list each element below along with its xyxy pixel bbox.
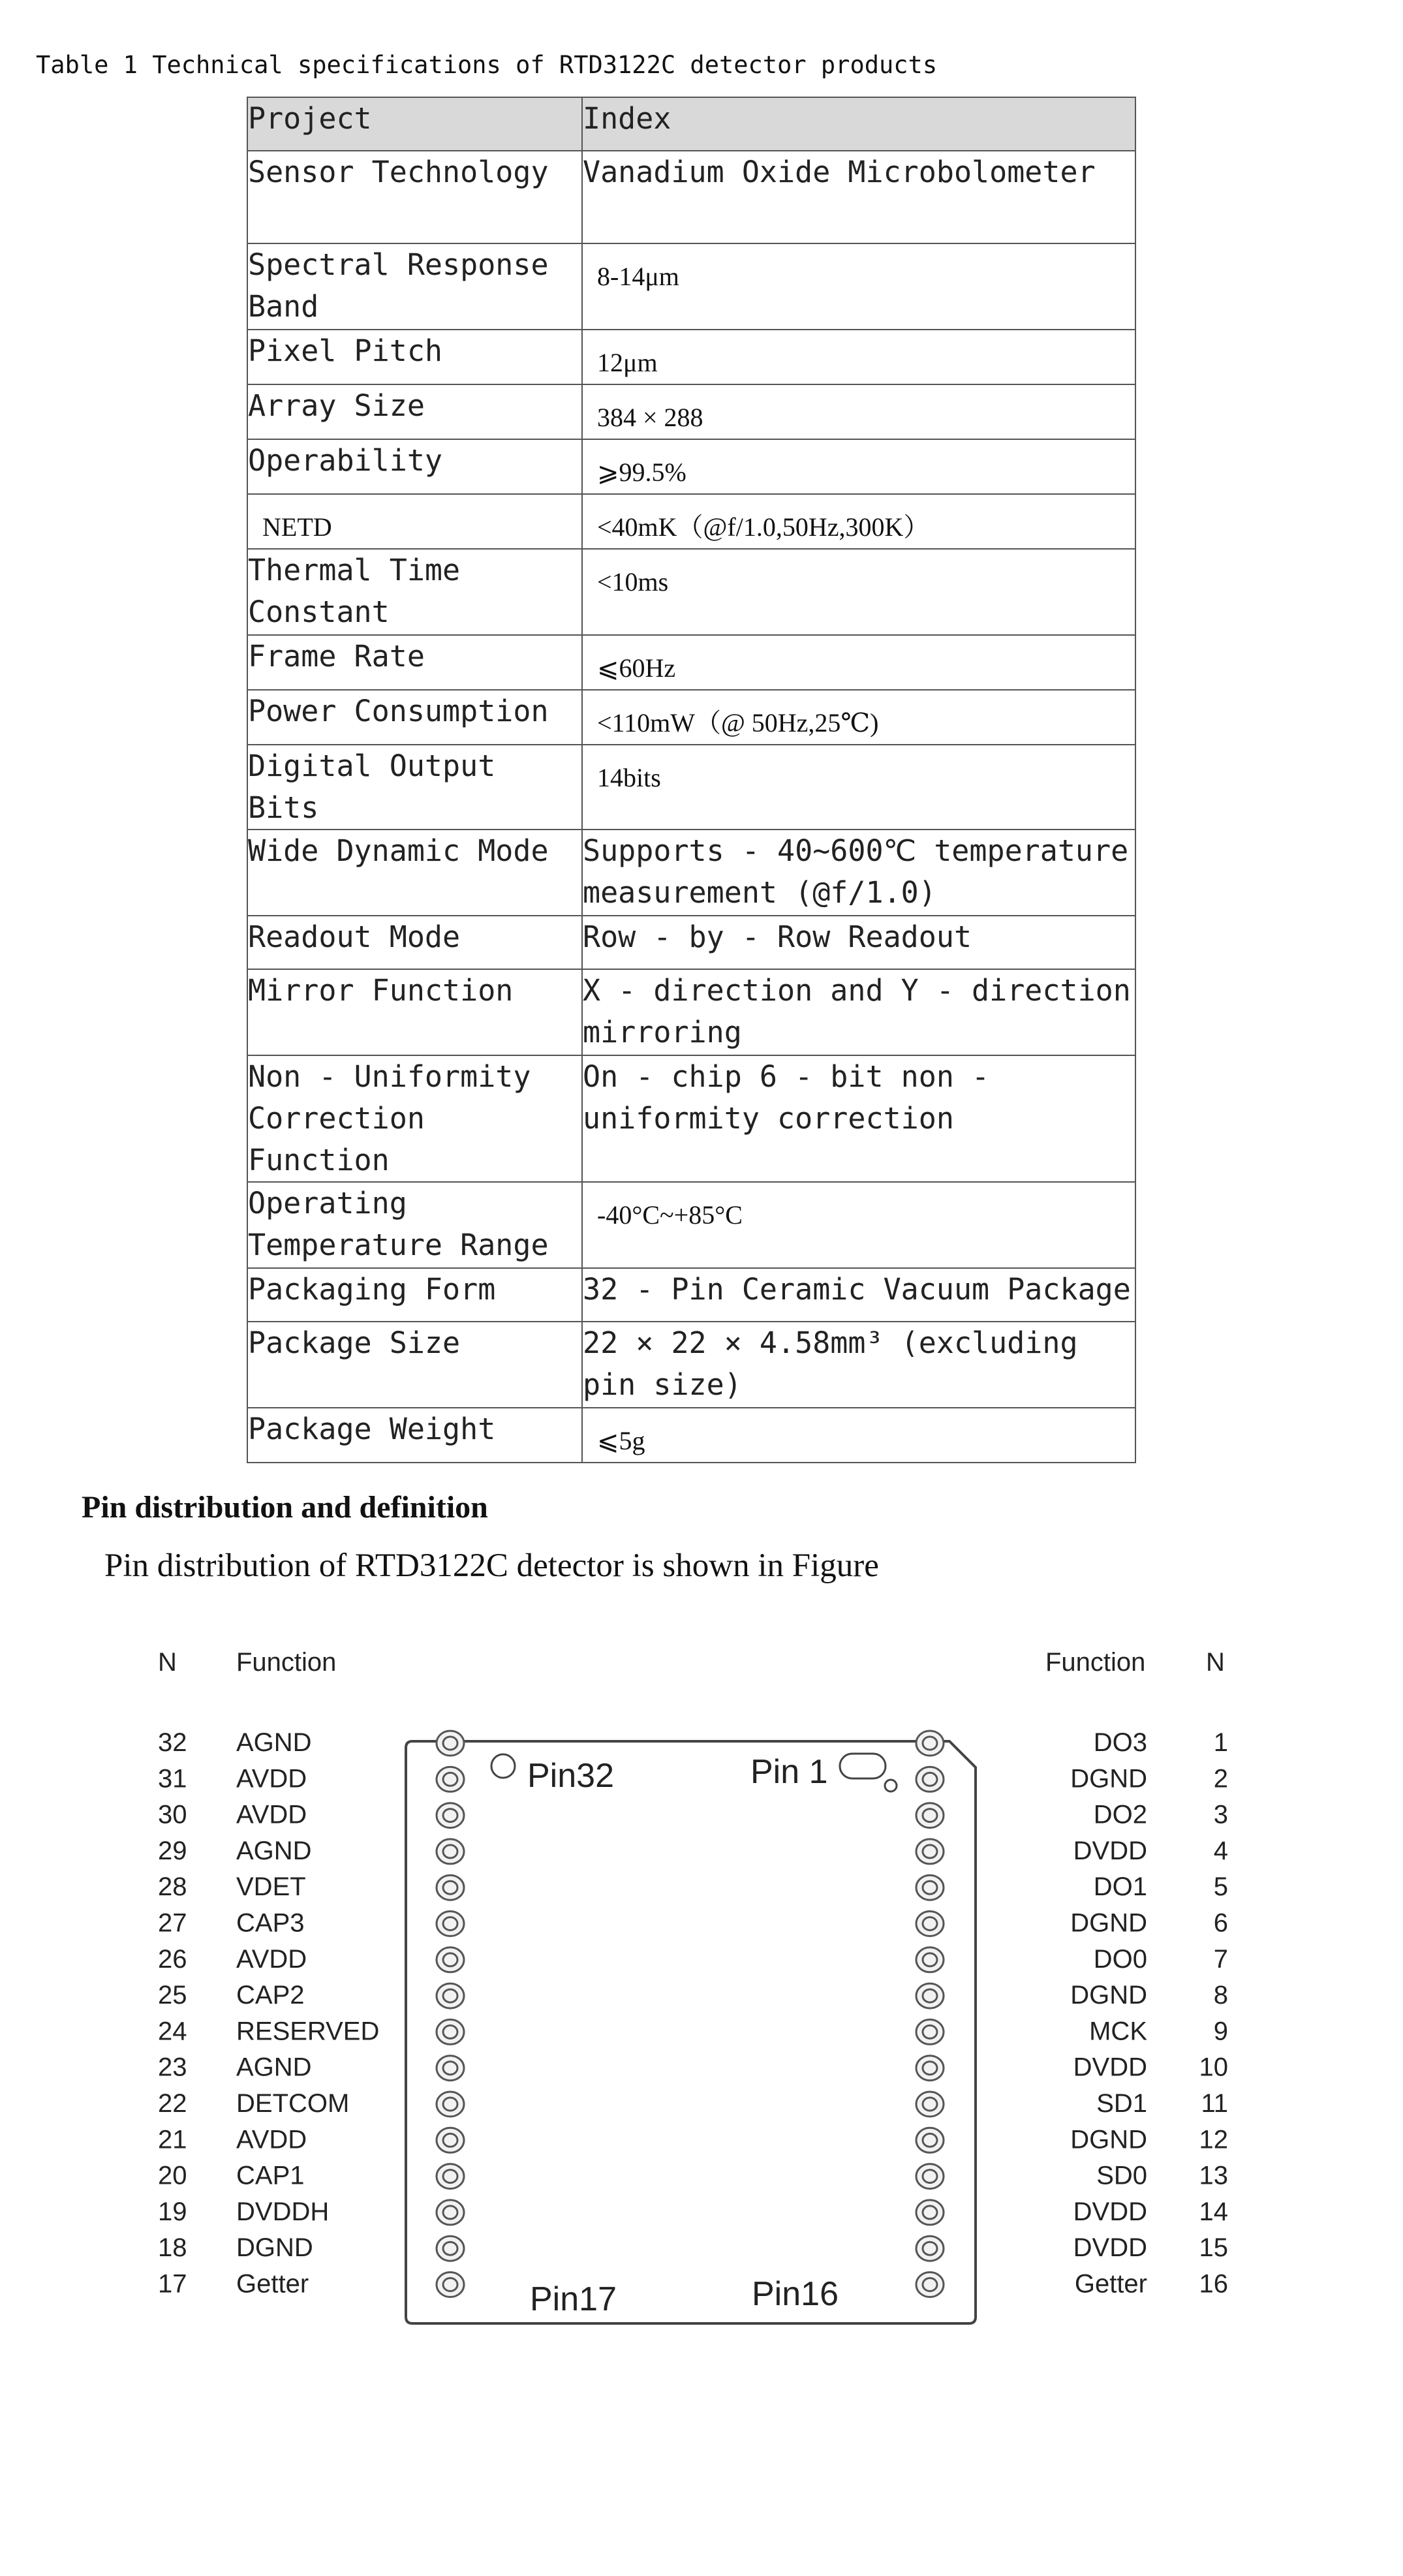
header-index: Index [582, 97, 1135, 151]
cell-project: Digital Output Bits [247, 745, 582, 830]
right-header-n: N [1206, 1648, 1225, 1677]
right-pin-number: 6 [1213, 1908, 1228, 1938]
left-pin-number: 27 [158, 1908, 187, 1938]
cell-project: Spectral Response Band [247, 243, 582, 330]
right-pin-pad-icon [916, 2273, 944, 2297]
left-pin-pad-icon [437, 1875, 464, 1900]
right-pin-pad-icon [916, 1912, 944, 1936]
table-row [247, 439, 1135, 494]
label-pin1: Pin 1 [750, 1753, 828, 1791]
cell-index: <110mW（@ 50Hz,25℃) [582, 690, 1135, 745]
right-pin-number: 10 [1199, 2053, 1228, 2082]
left-pin-pad-icon [437, 2164, 464, 2189]
section-paragraph: Pin distribution of RTD3122C detector is shown in Figure [104, 1547, 879, 1584]
left-pin-pad-icon [437, 2200, 464, 2225]
cell-index: 14bits [582, 745, 1135, 830]
right-pin-number: 8 [1213, 1981, 1228, 2010]
cell-project: Readout Mode [247, 916, 582, 969]
cell-index: <10ms [582, 549, 1135, 635]
right-pin-pad-icon [916, 1731, 944, 1756]
right-pin-number: 12 [1199, 2125, 1228, 2154]
cell-project: Wide Dynamic Mode [247, 830, 582, 916]
cell-project: Packaging Form [247, 1268, 582, 1322]
cell-index: -40°C~+85°C [582, 1182, 1135, 1268]
table-row [247, 745, 1135, 830]
left-pin-function: DETCOM [236, 2089, 350, 2118]
left-pin-number: 21 [158, 2125, 187, 2154]
right-pin-pad-icon [916, 1803, 944, 1828]
right-pin-pad-icon [916, 2019, 944, 2044]
right-pin-function: DGND [1070, 1981, 1147, 2010]
right-pin-function: SD0 [1096, 2161, 1147, 2190]
table-header-row [247, 97, 1135, 151]
right-pin-function: DVDD [1073, 2233, 1147, 2263]
left-pin-number: 29 [158, 1836, 187, 1865]
left-pin-pad-icon [437, 1983, 464, 2008]
table-row [247, 916, 1135, 969]
left-pin-pad-icon [437, 2019, 464, 2044]
cell-index: Supports - 40~600℃ temperature measurement (@f/1.0) [582, 830, 1135, 916]
table-row [247, 243, 1135, 330]
cell-project: Package Size [247, 1322, 582, 1408]
cell-index: X - direction and Y - direction mirroring [582, 969, 1135, 1055]
left-pin-function: DVDDH [236, 2197, 330, 2226]
left-header-function: Function [236, 1648, 337, 1677]
cell-index: ⩽5g [582, 1408, 1135, 1463]
left-pin-number: 18 [158, 2233, 187, 2263]
left-pin-number: 25 [158, 1981, 187, 2010]
left-pin-function: CAP2 [236, 1981, 305, 2010]
cell-project: Operating Temperature Range [247, 1182, 582, 1268]
left-pin-pad-icon [437, 1803, 464, 1828]
right-pin-pad-icon [916, 1875, 944, 1900]
right-pin-number: 15 [1199, 2233, 1228, 2263]
left-pin-number: 20 [158, 2161, 187, 2190]
left-pin-function: Getter [236, 2269, 309, 2299]
cell-project: Operability [247, 439, 582, 494]
right-pin-function: DO1 [1093, 1872, 1147, 1902]
right-pin-number: 4 [1213, 1836, 1228, 1865]
cell-project: Thermal Time Constant [247, 549, 582, 635]
cell-project: Mirror Function [247, 969, 582, 1055]
right-pin-pad-icon [916, 2056, 944, 2081]
pin1-dot-icon [885, 1780, 897, 1792]
right-pin-function: DVDD [1073, 2197, 1147, 2226]
table-row [247, 1408, 1135, 1463]
right-pin-function: DVDD [1073, 1836, 1147, 1865]
right-pin-function: DGND [1070, 1908, 1147, 1938]
right-pin-number: 13 [1199, 2161, 1228, 2190]
left-pin-number: 22 [158, 2089, 187, 2118]
left-pin-function: AGND [236, 2053, 312, 2082]
table-row [247, 830, 1135, 916]
cell-project: Power Consumption [247, 690, 582, 745]
pin1-marker-icon [840, 1754, 886, 1778]
cell-index: ⩾99.5% [582, 439, 1135, 494]
left-pin-function: VDET [236, 1872, 306, 1902]
cell-index: 8-14μm [582, 243, 1135, 330]
right-pin-pad-icon [916, 1839, 944, 1864]
cell-index: Vanadium Oxide Microbolometer [582, 151, 1135, 243]
table-row [247, 494, 1135, 549]
left-pin-pad-icon [437, 2056, 464, 2081]
cell-index: On - chip 6 - bit non - uniformity correction [582, 1055, 1135, 1182]
cell-project: Package Weight [247, 1408, 582, 1463]
left-pin-function: RESERVED [236, 2017, 380, 2046]
left-pin-pad-icon [437, 1767, 464, 1792]
left-pin-number: 32 [158, 1728, 187, 1757]
right-pin-number: 7 [1213, 1944, 1228, 1974]
right-pin-number: 14 [1199, 2197, 1228, 2226]
right-header-function: Function [1045, 1648, 1146, 1677]
right-pin-function: SD1 [1096, 2089, 1147, 2118]
left-pin-number: 26 [158, 1944, 187, 1974]
table-row [247, 969, 1135, 1055]
cell-index: 22 × 22 × 4.58mm³ (excluding pin size) [582, 1322, 1135, 1408]
left-pin-pad-icon [437, 2236, 464, 2261]
cell-project: Frame Rate [247, 635, 582, 690]
right-pin-function: DO2 [1093, 1800, 1147, 1829]
right-pin-pad-icon [916, 1983, 944, 2008]
right-pin-pad-icon [916, 2128, 944, 2152]
left-pin-pad-icon [437, 1912, 464, 1936]
right-pin-pad-icon [916, 2200, 944, 2225]
left-header-n: N [158, 1648, 177, 1677]
header-project: Project [247, 97, 582, 151]
table-row [247, 384, 1135, 439]
right-pin-function: DVDD [1073, 2053, 1147, 2082]
left-pin-function: CAP1 [236, 2161, 305, 2190]
right-pin-function: DO3 [1093, 1728, 1147, 1757]
table-row [247, 151, 1135, 243]
left-pin-number: 23 [158, 2053, 187, 2082]
right-pin-pad-icon [916, 1767, 944, 1792]
table-row [247, 549, 1135, 635]
left-pin-function: DGND [236, 2233, 313, 2263]
left-pin-function: AVDD [236, 1800, 307, 1829]
right-pin-number: 2 [1213, 1764, 1228, 1793]
pin-diagram [0, 1619, 1403, 2356]
label-pin17: Pin17 [530, 2280, 617, 2318]
right-pin-pad-icon [916, 2236, 944, 2261]
cell-index: Row - by - Row Readout [582, 916, 1135, 969]
right-pin-pad-icon [916, 2092, 944, 2117]
left-pin-function: AGND [236, 1728, 312, 1757]
left-pin-pad-icon [437, 1839, 464, 1864]
right-pin-function: Getter [1074, 2269, 1147, 2299]
left-pin-function: CAP3 [236, 1908, 305, 1938]
right-pin-number: 1 [1213, 1728, 1228, 1757]
left-pin-function: AVDD [236, 2125, 307, 2154]
right-pin-function: MCK [1089, 2017, 1147, 2046]
right-pin-pad-icon [916, 1948, 944, 1972]
left-pin-number: 28 [158, 1872, 187, 1902]
left-pin-number: 30 [158, 1800, 187, 1829]
right-pin-function: DGND [1070, 2125, 1147, 2154]
cell-project: Non - Uniformity Correction Function [247, 1055, 582, 1182]
cell-project: Pixel Pitch [247, 330, 582, 384]
spec-table [247, 97, 1136, 1463]
left-pin-function: AGND [236, 1836, 312, 1865]
table-row [247, 1268, 1135, 1322]
table-row [247, 1055, 1135, 1182]
left-pin-number: 17 [158, 2269, 187, 2299]
left-pin-number: 31 [158, 1764, 187, 1793]
cell-index: 12μm [582, 330, 1135, 384]
cell-index: ⩽60Hz [582, 635, 1135, 690]
table-row [247, 1182, 1135, 1268]
right-pin-number: 5 [1213, 1872, 1228, 1902]
cell-index: <40mK（@f/1.0,50Hz,300K） [582, 494, 1135, 549]
right-pin-number: 9 [1213, 2017, 1228, 2046]
left-pin-function: AVDD [236, 1764, 307, 1793]
right-pin-number: 11 [1201, 2089, 1228, 2118]
left-pin-pad-icon [437, 1948, 464, 1972]
left-pin-number: 24 [158, 2017, 187, 2046]
table-row [247, 330, 1135, 384]
left-pin-pad-icon [437, 2128, 464, 2152]
cell-project: Array Size [247, 384, 582, 439]
right-pin-function: DGND [1070, 1764, 1147, 1793]
package-outline [406, 1741, 976, 2323]
label-pin16: Pin16 [752, 2275, 839, 2313]
table-row [247, 635, 1135, 690]
left-pin-pad-icon [437, 1731, 464, 1756]
cell-project: Sensor Technology [247, 151, 582, 243]
right-pin-number: 3 [1213, 1800, 1228, 1829]
label-pin32: Pin32 [527, 1757, 614, 1795]
right-pin-pad-icon [916, 2164, 944, 2189]
cell-index: 384 × 288 [582, 384, 1135, 439]
cell-index: 32 - Pin Ceramic Vacuum Package [582, 1268, 1135, 1322]
left-pin-pad-icon [437, 2273, 464, 2297]
right-pin-function: DO0 [1093, 1944, 1147, 1974]
left-pin-number: 19 [158, 2197, 187, 2226]
table-caption: Table 1 Technical specifications of RTD3122C detector products [36, 51, 938, 79]
table-row [247, 690, 1135, 745]
right-pin-number: 16 [1199, 2269, 1228, 2299]
table-row [247, 1322, 1135, 1408]
left-pin-pad-icon [437, 2092, 464, 2117]
left-pin-function: AVDD [236, 1944, 307, 1974]
pin32-marker-icon [491, 1754, 515, 1778]
section-heading: Pin distribution and definition [82, 1490, 488, 1525]
cell-project: NETD [247, 494, 582, 549]
